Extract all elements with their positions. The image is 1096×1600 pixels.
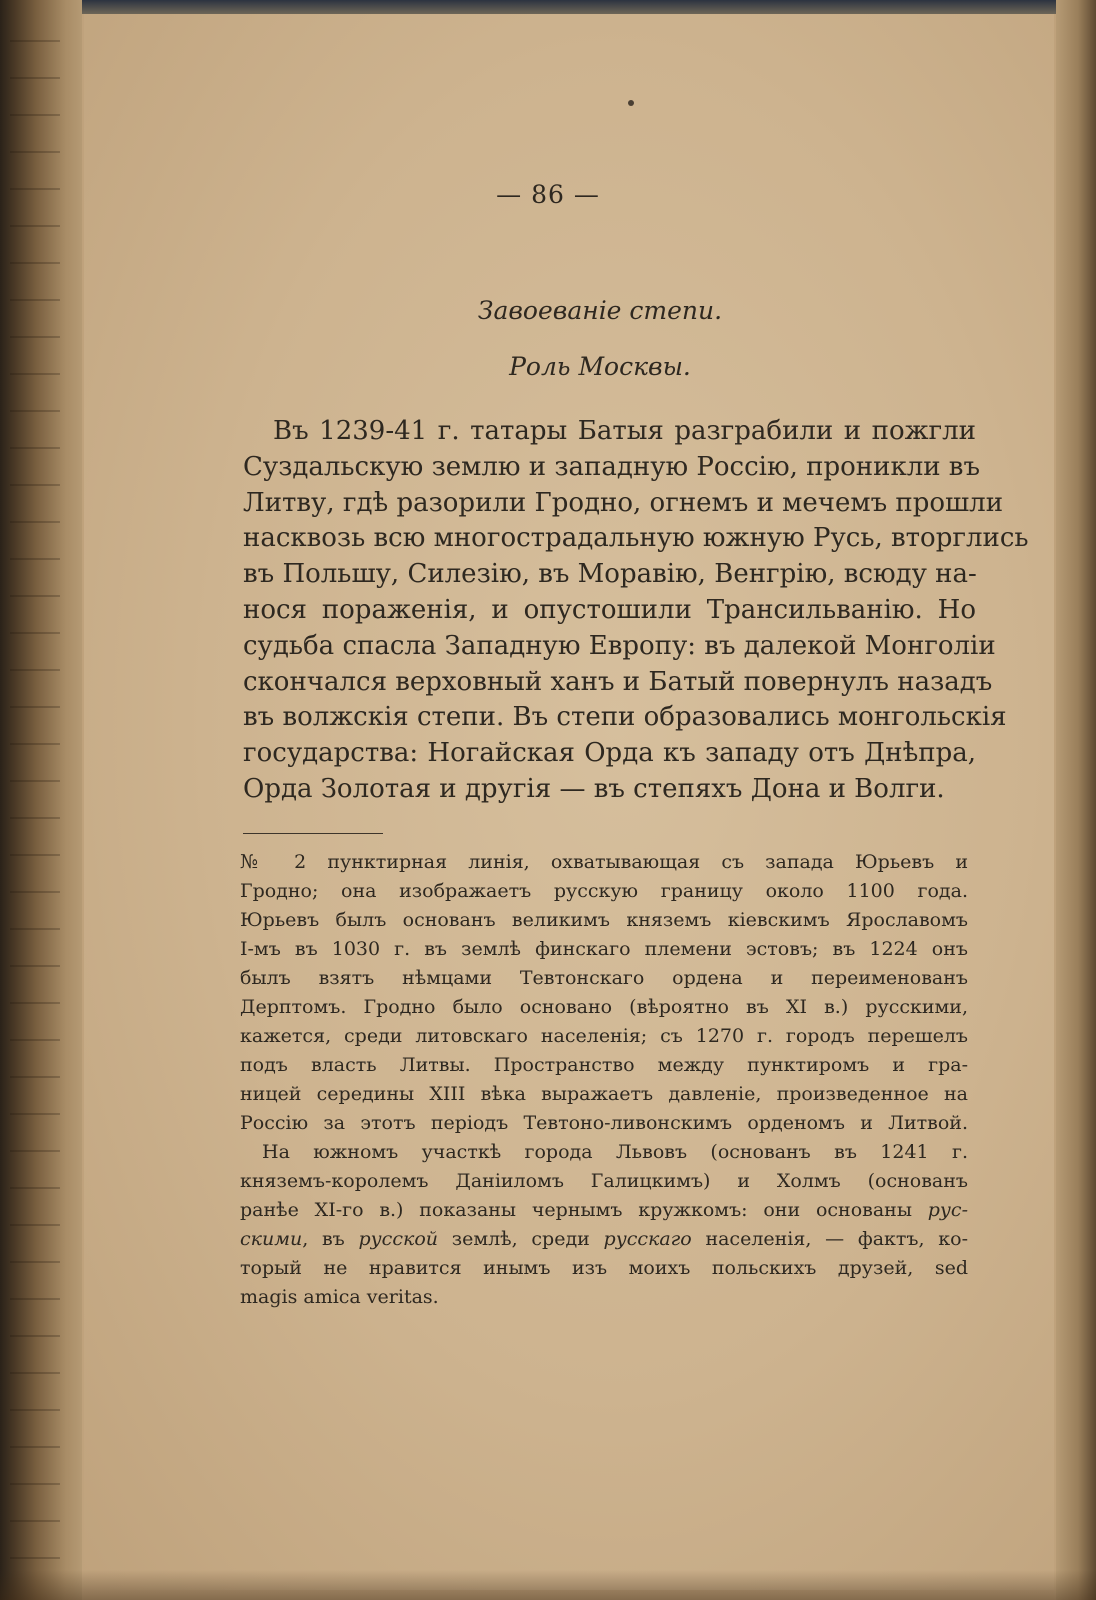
footnote-line: Юрьевъ былъ основанъ великимъ княземъ кіевскимъ Ярославомъ <box>240 909 968 931</box>
footnote-line: № 2 пунктирная линія, охватывающая съ запада Юрьевъ и <box>240 851 968 873</box>
footnote-divider <box>243 833 383 834</box>
page-number: — 86 — <box>496 180 600 209</box>
paragraph-line: Орда Золотая и другія — въ степяхъ Дона и Волги. <box>243 773 945 804</box>
paragraph-line: скончался верховный ханъ и Батый повернулъ назадъ <box>243 666 993 697</box>
footnote-line: кажется, среди литовскаго населенія; съ 1270 г. городъ перешелъ <box>240 1025 968 1047</box>
page-right-edge <box>1056 0 1096 1600</box>
footnote-line: Гродно; она изображаетъ русскую границу около 1100 года. <box>240 880 968 902</box>
footnote-line: былъ взятъ нѣмцами Тевтонскаго ордена и переименованъ <box>240 967 968 989</box>
footnote-line: торый не нравится инымъ изъ моихъ польскихъ друзей, sed <box>240 1257 968 1279</box>
footnote-line: княземъ-королемъ Даніиломъ Галицкимъ) и Холмъ (основанъ <box>240 1170 968 1192</box>
ink-speck <box>628 100 634 106</box>
paragraph-line: нося пораженія, и опустошили Трансильванію. Но <box>243 594 976 625</box>
paragraph-line: государства: Ногайская Орда къ западу отъ Днѣпра, <box>243 738 976 769</box>
footnote-line: Дерптомъ. Гродно было основано (вѣроятно въ XI в.) русскими, <box>240 996 968 1018</box>
footnote-line: На южномъ участкѣ города Львовъ (основанъ въ 1241 г. <box>262 1141 968 1163</box>
footnote-line: ницей середины XIII вѣка выражаетъ давленіе, произведенное на <box>240 1083 968 1105</box>
footnote-line: подъ власть Литвы. Пространство между пунктиромъ и гра- <box>240 1054 968 1076</box>
main-paragraph <box>243 414 1029 808</box>
footnote-line: ранѣе XI-го в.) показаны чернымъ кружкомъ: они основаны рус- <box>240 1199 968 1221</box>
footnote-line: I-мъ въ 1030 г. въ землѣ финскаго племени эстовъ; въ 1224 онъ <box>240 938 968 960</box>
italic-word: рус- <box>927 1199 968 1221</box>
section-title: Завоеваніе степи. <box>477 296 723 325</box>
paragraph-line: въ волжскія степи. Въ степи образовались монгольскія <box>243 702 1007 733</box>
binding-top-strip <box>0 0 1096 14</box>
spine-texture <box>10 40 60 1560</box>
paragraph-line: Въ 1239-41 г. татары Батыя разграбили и пожгли <box>273 416 976 446</box>
footnote-line: скими, въ русской землѣ, среди русскаго населенія, — фактъ, ко- <box>240 1228 969 1250</box>
italic-word: русской <box>358 1228 438 1250</box>
footnote-line: Россію за этотъ періодъ Тевтоно-ливонскимъ орденомъ и Литвой. <box>240 1112 968 1134</box>
book-spine-edge <box>0 0 82 1600</box>
bottom-shadow <box>0 1570 1096 1600</box>
paragraph-line: насквозь всю многострадальную южную Русь, вторглись <box>243 523 1029 554</box>
footnote <box>240 848 968 1312</box>
paragraph-line: судьба спасла Западную Европу: въ далекой Монголіи <box>243 630 996 661</box>
paragraph-line: Литву, гдѣ разорили Гродно, огнемъ и мечемъ прошли <box>243 487 1004 518</box>
paragraph-line: въ Польшу, Силезію, въ Моравію, Венгрію, всюду на- <box>243 559 977 590</box>
paragraph-line: Суздальскую землю и западную Россію, проникли въ <box>243 451 980 482</box>
italic-word: русскаго <box>603 1228 692 1250</box>
section-subtitle: Роль Москвы. <box>509 352 691 381</box>
footnote-line: magis amica veritas. <box>240 1286 439 1308</box>
italic-word: скими <box>240 1228 303 1250</box>
